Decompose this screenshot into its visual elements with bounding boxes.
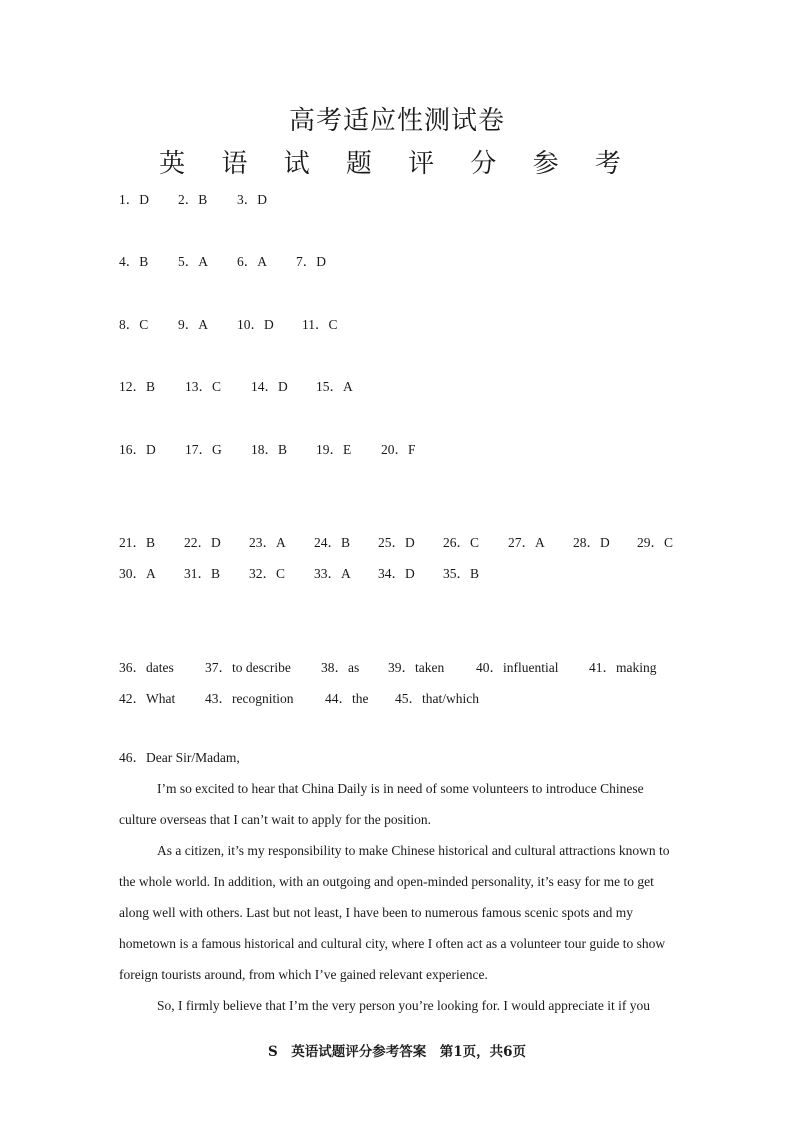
essay-section bbox=[119, 742, 679, 1021]
answer-item: 27．A bbox=[508, 535, 545, 550]
answer-item: 44．the bbox=[325, 691, 369, 706]
answer-item: 39．taken bbox=[388, 660, 445, 675]
answer-item: 33．A bbox=[314, 566, 351, 581]
answer-item: 41．making bbox=[589, 660, 657, 675]
answer-item: 31．B bbox=[184, 566, 221, 581]
answer-item: 1．D bbox=[119, 192, 149, 207]
answer-item: 7．D bbox=[296, 254, 326, 269]
answer-item: 17．G bbox=[185, 442, 222, 457]
answer-item: 2．B bbox=[178, 192, 208, 207]
answer-item: 38．as bbox=[321, 660, 360, 675]
answer-item: 3．D bbox=[237, 192, 267, 207]
answer-item: 22．D bbox=[184, 535, 221, 550]
answer-item: 42．What bbox=[119, 691, 176, 706]
answer-item: 32．C bbox=[249, 566, 286, 581]
essay-paragraph: So, I firmly believe that I’m the very person you’re looking for. I would appreciate it if you bbox=[157, 998, 650, 1013]
essay-paragraph: I’m so excited to hear that China Daily is in need of some volunteers to introduce Chinese culture overseas that I can’t wait to apply for the position. bbox=[119, 781, 644, 827]
answer-item: 10．D bbox=[237, 317, 274, 332]
page-title: 高考适应性测试卷 bbox=[288, 106, 505, 136]
page-footer: S 英语试题评分参考答案 第1页，共6页 bbox=[267, 1044, 527, 1060]
answer-item: 43．recognition bbox=[205, 691, 294, 706]
answer-item: 8．C bbox=[119, 317, 149, 332]
answer-item: 18．B bbox=[251, 442, 288, 457]
answer-item: 37．to describe bbox=[205, 660, 291, 675]
answer-item: 19．E bbox=[316, 442, 352, 457]
answer-item: 13．C bbox=[185, 379, 222, 394]
essay-paragraph: As a citizen, it’s my responsibility to make Chinese historical and cultural attractions known to the whole world. In addition, with an outgoing and open-minded personality, it’s easy for me to get along well with others. Last but not least, I have been to numerous famous scenic spots and my hometown is a famous historical and cultural city, where I often act as a volunteer tour guide to show foreign tourists around, from which I’ve gained relevant experience. bbox=[119, 843, 670, 982]
essay-greeting: 46．Dear Sir/Madam, bbox=[119, 750, 240, 765]
answer-item: 12．B bbox=[119, 379, 156, 394]
answer-item: 30．A bbox=[119, 566, 156, 581]
answer-item: 6．A bbox=[237, 254, 267, 269]
answer-item: 26．C bbox=[443, 535, 480, 550]
answer-item: 4．B bbox=[119, 254, 149, 269]
answer-item: 24．B bbox=[314, 535, 351, 550]
answer-item: 21．B bbox=[119, 535, 156, 550]
answer-item: 14．D bbox=[251, 379, 288, 394]
answer-item: 25．D bbox=[378, 535, 415, 550]
answer-item: 36．dates bbox=[119, 660, 174, 675]
answer-item: 15．A bbox=[316, 379, 353, 394]
answer-item: 35．B bbox=[443, 566, 480, 581]
page-subtitle: 英 语 试 题 评 分 参 考 bbox=[159, 149, 635, 179]
answer-item: 9．A bbox=[178, 317, 208, 332]
answer-item: 29．C bbox=[637, 535, 674, 550]
answer-item: 34．D bbox=[378, 566, 415, 581]
answer-item: 20．F bbox=[381, 442, 416, 457]
answer-item: 5．A bbox=[178, 254, 208, 269]
answer-item: 40．influential bbox=[476, 660, 559, 675]
answer-item: 23．A bbox=[249, 535, 286, 550]
answer-item: 16．D bbox=[119, 442, 156, 457]
answer-item: 45．that/which bbox=[395, 691, 479, 706]
answer-item: 28．D bbox=[573, 535, 610, 550]
answer-item: 11．C bbox=[302, 317, 338, 332]
